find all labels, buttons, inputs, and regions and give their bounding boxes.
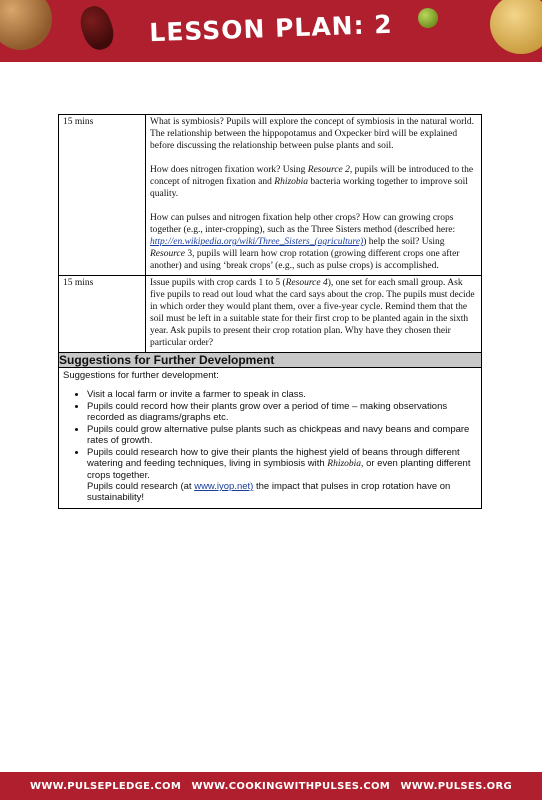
footer-bar xyxy=(0,772,542,800)
text-span: Issue pupils with crop cards 1 to 5 ( xyxy=(150,278,286,288)
time-cell: 15 mins xyxy=(59,115,146,275)
table-row xyxy=(59,276,481,353)
text-span: How can pulses and nitrogen fixation help other crops? How can growing crops together (e.g., inter-cropping), such as the Three Sisters method (described here: xyxy=(150,213,456,235)
list-item: • Visit a local farm or invite a farmer to speak in class. xyxy=(87,389,477,400)
text-span: How does nitrogen fixation work? Using xyxy=(150,165,308,175)
text-span: or even planting different crops together. xyxy=(87,458,471,481)
header-banner xyxy=(0,0,542,62)
suggestions-intro: Suggestions for further development: xyxy=(63,370,219,381)
activity-cell xyxy=(146,115,481,275)
rhizobia-term: Rhizobia xyxy=(274,177,309,187)
list-item: • Pupils could grow alternative pulse plants such as chickpeas and navy beans and compare rates of growth. xyxy=(87,424,477,446)
text-span: 3, pupils will learn how crop rotation (growing different crops one after another) and using ‘break crops’ (e.g., such as pulse crops) is accomplished. xyxy=(150,249,460,271)
text-span: ), one set for each small group. Ask five pupils to read out loud what the card says about the crop. The pupils must decide in which order they would plant them, over a five-year cycle. Remind them that the soil must be left in a suitable state for their first crop to be planted again in the sixth year. Ask pupils to present their crop rotation plan. Why have they chosen their particular order? xyxy=(150,278,475,348)
crops-paragraph xyxy=(150,212,477,272)
suggestions-cell xyxy=(59,368,481,508)
text-span: , pupils will be introduced to the concept of nitrogen fixation and xyxy=(150,165,474,187)
text-span: the impact that pulses in crop rotation have on sustainability! xyxy=(87,481,451,503)
text-span: Pupils could research (at xyxy=(87,481,195,492)
page-title: LESSON PLAN: 2 xyxy=(148,9,394,48)
suggestions-list xyxy=(63,389,477,503)
activity-cell xyxy=(146,276,481,352)
rhizobia-term: Rhizobia, xyxy=(327,459,364,469)
symbiosis-paragraph: What is symbiosis? Pupils will explore the concept of symbiosis in the natural world. The relationship between the hippopotamus and Oxpecker bird will be explained before discussing the relationship between pulse plants and soil. xyxy=(150,117,475,151)
wikipedia-link[interactable]: http://en.wikipedia.org/wiki/Three_Sisters_(agriculture) xyxy=(150,237,364,247)
table-row xyxy=(59,115,481,276)
lesson-table xyxy=(58,114,482,509)
text-span: Pupils could research how to give their plants the highest yield of beans through different watering and feeding techniques, living in symbiosis with xyxy=(87,447,460,469)
suggestions-row xyxy=(59,368,481,508)
text-span: bacteria working together to improve soil quality. xyxy=(150,177,468,199)
suggestions-heading: Suggestions for Further Development xyxy=(59,353,481,368)
list-item: • Pupils could record how their plants grow over a period of time – making observations recorded as diagrams/graphs etc. xyxy=(87,401,477,423)
footer-link-cookingwithpulses[interactable]: WWW.COOKINGWITHPULSES.COM xyxy=(191,780,391,792)
resource-ref: Resource xyxy=(150,249,185,259)
text-span: ) help the soil? Using xyxy=(363,237,445,247)
nitrogen-paragraph xyxy=(150,164,477,200)
resource-ref: Resource 2 xyxy=(307,165,350,175)
footer-link-pulses[interactable]: WWW.PULSES.ORG xyxy=(400,780,512,792)
iyop-link[interactable]: www.iyop.net) xyxy=(194,481,254,492)
crop-cards-paragraph xyxy=(150,277,477,349)
resource-ref: Resource 4 xyxy=(285,278,328,288)
time-cell: 15 mins xyxy=(59,276,146,352)
list-item xyxy=(87,447,477,503)
footer-link-pulsepledge[interactable]: WWW.PULSEPLEDGE.COM xyxy=(30,780,182,792)
